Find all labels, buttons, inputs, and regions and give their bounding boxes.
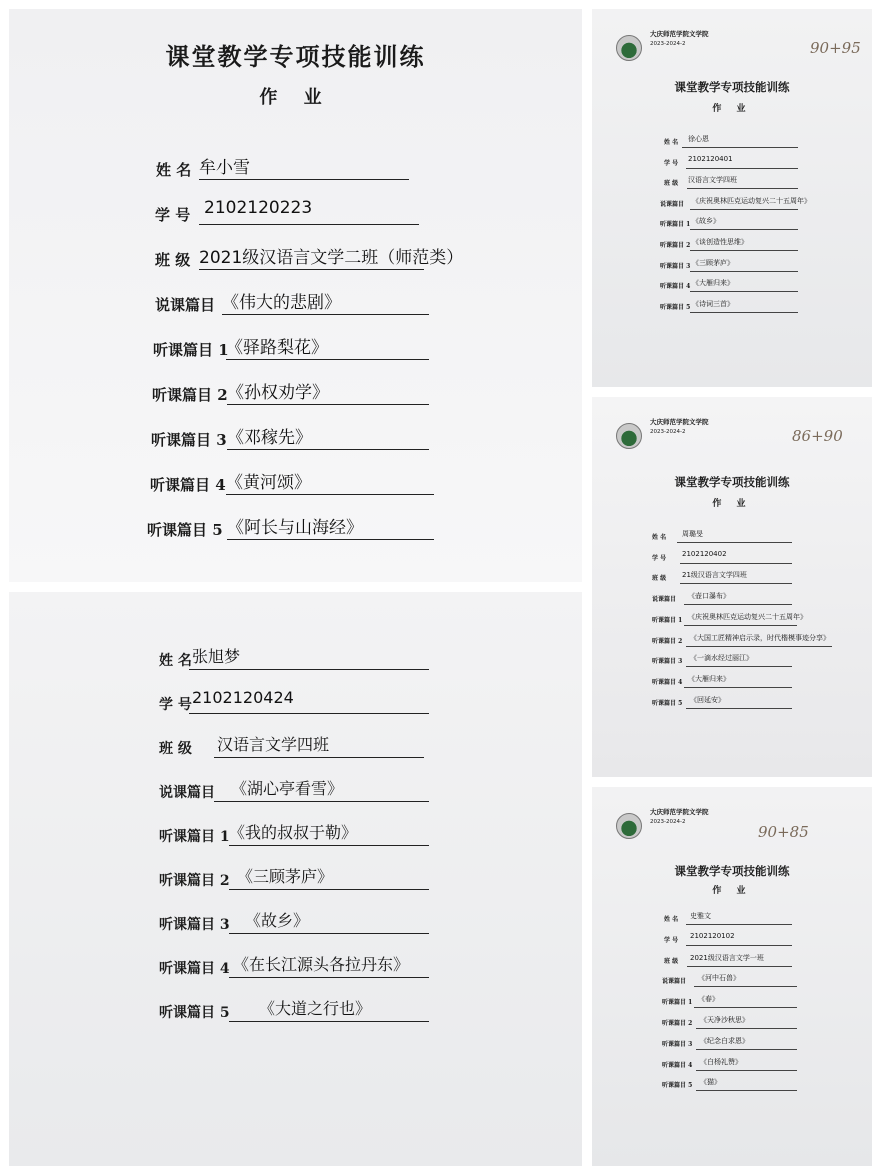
underline <box>229 1021 429 1022</box>
field-label: 说课篇目 <box>155 296 216 314</box>
field-label: 听课篇目 3 <box>151 431 227 449</box>
underline <box>677 542 792 543</box>
field-value: 《在长江源头各拉丹东》 <box>233 955 410 974</box>
underline <box>690 250 798 251</box>
field-label: 姓 名 <box>664 916 679 923</box>
underline <box>214 801 429 802</box>
field-label: 听课篇目 5 <box>660 303 691 311</box>
field-value: 《孙权劝学》 <box>227 383 329 403</box>
field-label: 说课篇目 <box>660 200 685 208</box>
field-value: 2102120424 <box>192 688 294 707</box>
underline <box>214 757 424 758</box>
underline <box>686 945 792 946</box>
underline <box>687 966 792 967</box>
field-value: 《白杨礼赞》 <box>700 1057 742 1066</box>
field-label: 听课篇目 4 <box>662 1061 693 1069</box>
underline <box>227 404 429 405</box>
field-value: 《大雁归来》 <box>688 674 730 683</box>
field-label: 班 级 <box>159 741 192 757</box>
underline <box>199 179 409 180</box>
underline <box>189 713 429 714</box>
underline <box>189 669 429 670</box>
field-label: 班 级 <box>155 251 191 269</box>
school-logo-icon <box>616 35 642 61</box>
field-label: 班 级 <box>664 957 679 965</box>
field-label: 姓 名 <box>156 161 192 179</box>
field-label: 听课篇目 2 <box>662 1020 693 1027</box>
field-label: 姓 名 <box>652 534 667 541</box>
underline <box>227 449 429 450</box>
field-value: 徐心恩 <box>688 135 709 143</box>
term-label: 2023-2024-2 <box>650 819 686 825</box>
underline <box>229 889 429 890</box>
field-label: 听课篇目 3 <box>660 262 691 270</box>
field-label: 听课篇目 1 <box>662 999 693 1007</box>
field-value: 《春》 <box>698 995 719 1004</box>
field-value: 《庆祝奥林匹克运动复兴二十五周年》 <box>688 612 807 621</box>
sheet-subtitle: 作 业 <box>712 104 752 114</box>
field-value: 牟小雪 <box>199 158 250 178</box>
underline <box>684 687 792 688</box>
school-name: 大庆师范学院文学院 <box>650 808 709 816</box>
field-label: 说课篇目 <box>652 596 677 604</box>
field-label: 姓 名 <box>664 139 679 146</box>
underline <box>680 583 792 584</box>
field-label: 听课篇目 2 <box>660 242 691 249</box>
sheet-title: 课堂教学专项技能训练 <box>674 80 790 94</box>
underline <box>687 188 798 189</box>
field-value: 《回延安》 <box>690 695 725 704</box>
field-value: 《邓稼先》 <box>227 428 312 448</box>
field-label: 班 级 <box>664 180 679 188</box>
sheet-title: 课堂教学专项技能训练 <box>674 864 790 878</box>
field-label: 听课篇目 4 <box>159 961 230 977</box>
field-label: 听课篇目 5 <box>652 699 683 707</box>
field-label: 听课篇目 2 <box>152 386 228 404</box>
homework-sheet-3 <box>592 9 872 387</box>
field-label: 听课篇目 3 <box>662 1040 693 1048</box>
underline <box>226 494 434 495</box>
field-value: 《黄河颂》 <box>226 473 311 493</box>
school-name: 大庆师范学院文学院 <box>650 418 709 426</box>
sheet-title: 课堂教学专项技能训练 <box>674 475 790 489</box>
field-value: 《庆祝奥林匹克运动复兴二十五周年》 <box>692 196 811 205</box>
underline <box>229 933 429 934</box>
underline <box>199 269 424 270</box>
field-value: 2102120402 <box>682 549 727 558</box>
field-label: 听课篇目 2 <box>159 873 230 889</box>
underline <box>222 314 429 315</box>
field-value: 《谈创造性思维》 <box>692 238 748 246</box>
field-value: 2102120223 <box>204 198 313 218</box>
field-value: 《大道之行也》 <box>259 999 372 1018</box>
sheet-subtitle: 作 业 <box>712 886 752 896</box>
underline <box>690 229 798 230</box>
underline <box>696 1028 797 1029</box>
field-label: 姓 名 <box>159 653 192 669</box>
underline <box>690 209 798 210</box>
score-mark: 90+95 <box>810 39 861 57</box>
underline <box>680 563 792 564</box>
field-label: 听课篇目 5 <box>147 521 223 539</box>
field-value: 周璐旻 <box>682 530 703 538</box>
field-value: 《大雁归来》 <box>692 279 734 288</box>
underline <box>690 271 798 272</box>
underline <box>684 625 797 626</box>
field-value: 《天净沙秋思》 <box>700 1016 749 1024</box>
field-value: 张旭梦 <box>192 647 241 666</box>
field-label: 听课篇目 3 <box>652 658 683 666</box>
underline <box>199 224 419 225</box>
field-label: 听课篇目 5 <box>662 1082 693 1090</box>
score-mark: 90+85 <box>758 823 809 841</box>
field-value: 《我的叔叔于勒》 <box>229 823 358 842</box>
underline <box>686 646 832 647</box>
school-name: 大庆师范学院文学院 <box>650 30 709 38</box>
field-value: 《大国工匠精神启示录，时代楷模事迹分享》 <box>690 633 830 642</box>
field-label: 学 号 <box>664 936 679 944</box>
field-value: 《纪念白求恩》 <box>700 1036 749 1045</box>
underline <box>690 291 798 292</box>
field-value: 《阿长与山海经》 <box>227 518 363 538</box>
field-label: 说课篇目 <box>662 978 687 986</box>
field-value: 《三顾茅庐》 <box>692 258 734 267</box>
field-value: 2021级汉语言文学一班 <box>690 953 764 962</box>
field-label: 听课篇目 1 <box>153 341 229 359</box>
underline <box>227 539 434 540</box>
field-label: 学 号 <box>159 697 192 713</box>
term-label: 2023-2024-2 <box>650 429 686 435</box>
field-value: 《湖心亭看雪》 <box>231 779 344 798</box>
underline <box>690 312 798 313</box>
field-label: 学 号 <box>664 159 679 167</box>
field-value: 《河中石兽》 <box>698 974 740 983</box>
field-label: 听课篇目 3 <box>159 917 230 933</box>
field-value: 《伟大的悲剧》 <box>222 293 341 313</box>
field-label: 听课篇目 2 <box>652 637 683 645</box>
school-logo-icon <box>616 423 642 449</box>
underline <box>696 1070 797 1071</box>
field-value: 汉语言文学四班 <box>688 176 737 185</box>
underline <box>226 359 429 360</box>
field-value: 《诗词三首》 <box>692 299 734 308</box>
homework-sheet-1 <box>9 9 582 582</box>
homework-sheet-2 <box>9 592 582 1166</box>
underline <box>686 666 792 667</box>
field-label: 听课篇目 4 <box>150 476 226 494</box>
field-value: 《故乡》 <box>245 911 310 930</box>
field-label: 听课篇目 1 <box>159 829 230 845</box>
field-value: 2102120102 <box>690 931 735 940</box>
field-value: 2102120401 <box>688 154 733 163</box>
field-value: 《猫》 <box>700 1078 721 1087</box>
field-label: 学 号 <box>155 206 191 224</box>
underline <box>229 845 429 846</box>
field-value: 汉语言文学四班 <box>217 735 330 754</box>
field-value: 《三顾茅庐》 <box>237 867 334 886</box>
underline <box>684 604 792 605</box>
underline <box>686 924 792 925</box>
underline <box>696 1049 797 1050</box>
field-value: 《故乡》 <box>692 217 720 226</box>
sheet-subtitle: 作 业 <box>712 499 752 509</box>
underline <box>694 986 797 987</box>
field-label: 班 级 <box>652 575 667 583</box>
underline <box>686 708 792 709</box>
underline <box>694 1007 797 1008</box>
field-value: 史雅文 <box>690 912 711 920</box>
school-logo-icon <box>616 813 642 839</box>
underline <box>696 1090 797 1091</box>
field-label: 听课篇目 5 <box>159 1005 230 1021</box>
field-label: 学 号 <box>652 554 667 562</box>
homework-sheet-4 <box>592 397 872 777</box>
sheet-title: 课堂教学专项技能训练 <box>165 42 426 71</box>
field-label: 说课篇目 <box>159 785 215 801</box>
term-label: 2023-2024-2 <box>650 41 686 47</box>
field-value: 21级汉语言文学四班 <box>682 571 747 580</box>
field-label: 听课篇目 1 <box>652 616 683 624</box>
score-mark: 86+90 <box>792 427 843 445</box>
field-label: 听课篇目 1 <box>660 221 691 229</box>
field-label: 听课篇目 4 <box>660 283 691 291</box>
field-label: 听课篇目 4 <box>652 678 683 686</box>
homework-sheet-5 <box>592 787 872 1166</box>
sheet-subtitle: 作 业 <box>259 87 332 108</box>
field-value: 《壶口瀑布》 <box>688 592 730 601</box>
underline <box>682 147 798 148</box>
field-value: 《驿路梨花》 <box>226 338 328 358</box>
field-value: 2021级汉语言文学二班（师范类） <box>199 248 464 268</box>
underline <box>686 168 798 169</box>
underline <box>229 977 429 978</box>
field-value: 《一滴水经过丽江》 <box>690 654 753 663</box>
